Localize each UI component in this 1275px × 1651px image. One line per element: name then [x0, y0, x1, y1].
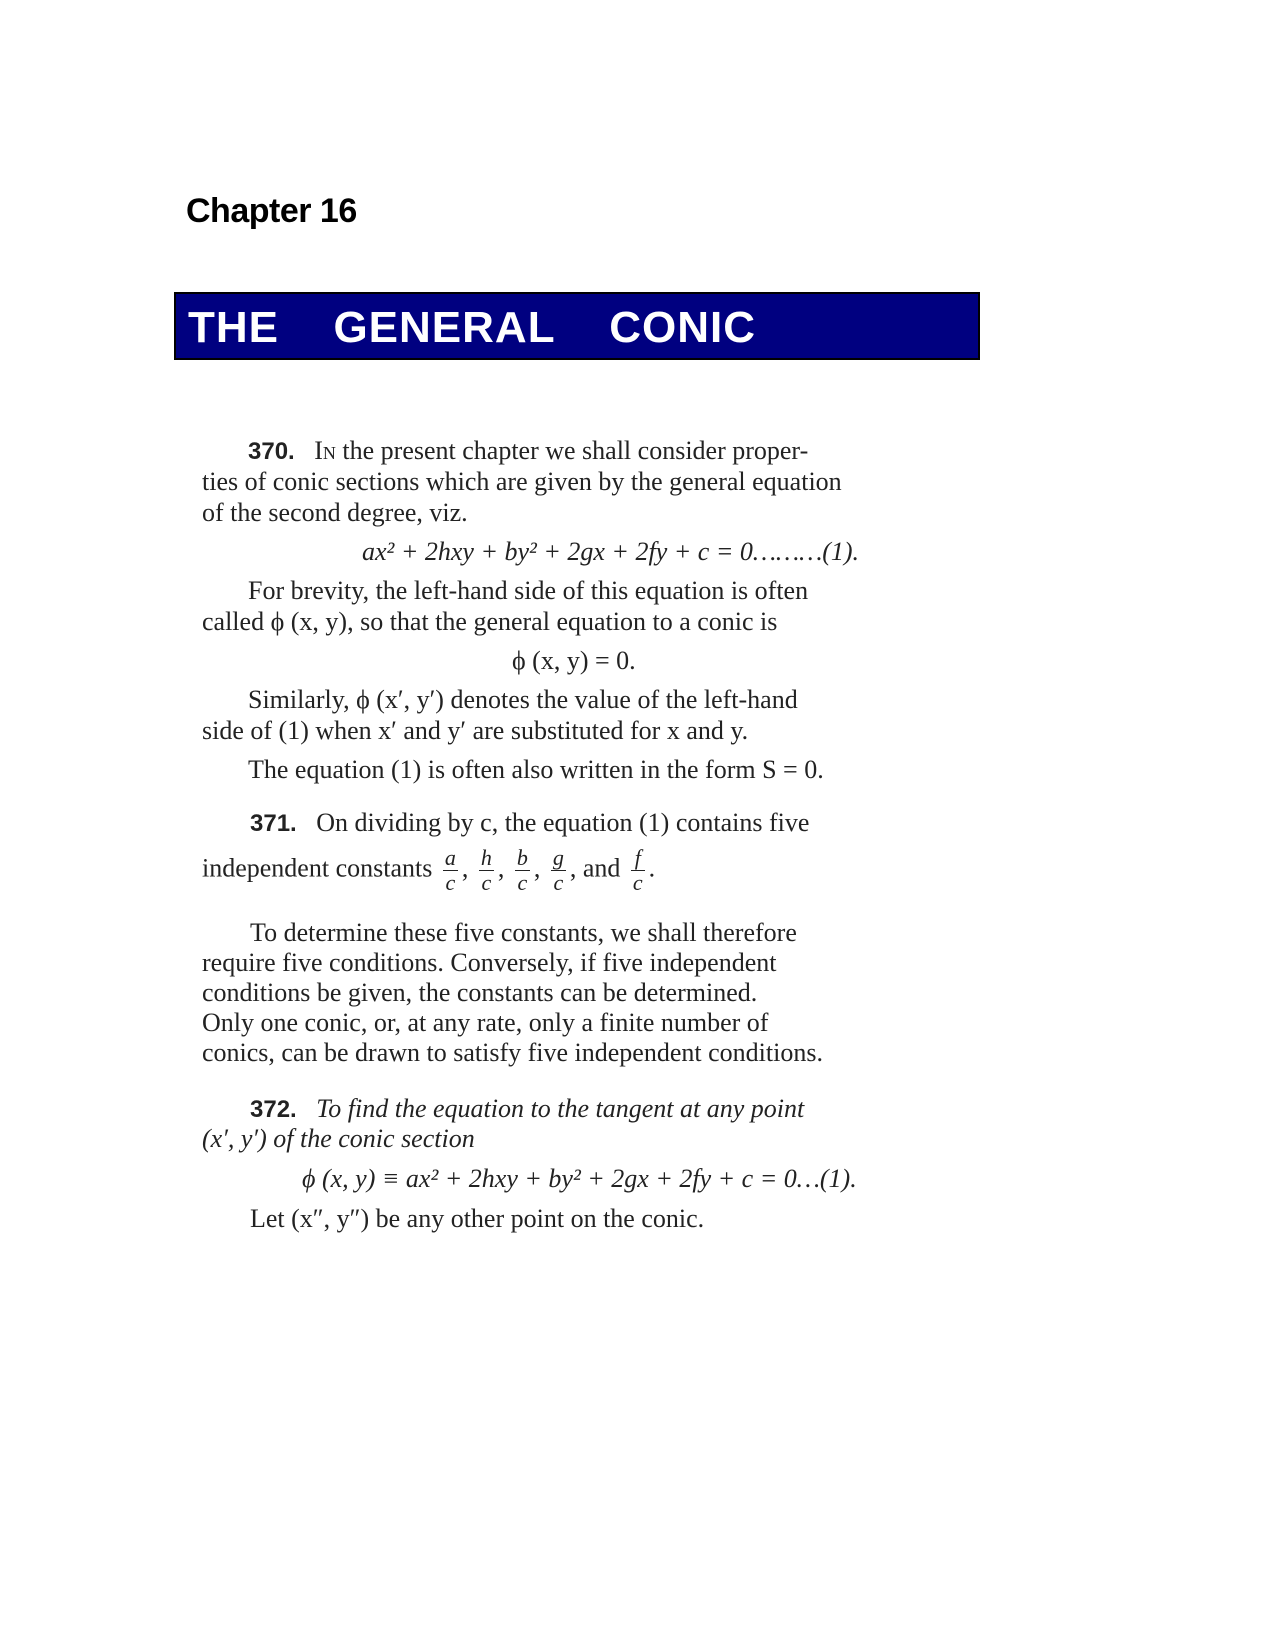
section-370-line-3: of the second degree, viz.	[202, 498, 468, 527]
chapter-title: THE GENERAL CONIC	[188, 303, 757, 352]
section-372-text: To find the equation to the tangent at any point	[316, 1094, 805, 1123]
fraction-separator: .	[648, 853, 656, 883]
chapter-title-banner	[174, 292, 980, 360]
section-370-line-2: ties of conic sections which are given by the general equation	[202, 467, 842, 496]
section-371-constants-label: independent constants	[202, 853, 433, 883]
section-372-number: 372.	[250, 1096, 297, 1123]
section-371-line-7: conics, can be drawn to satisfy five independent conditions.	[202, 1038, 823, 1067]
section-370-line-4: For brevity, the left-hand side of this equation is often	[248, 576, 809, 605]
section-372-line-2: (x′, y′) of the conic section	[202, 1124, 475, 1153]
section-372-line-3: Let (x″, y″) be any other point on the conic.	[250, 1204, 705, 1233]
section-371-line-3: To determine these five constants, we shall therefore	[250, 918, 797, 947]
fraction-h-over-c: $\frac{h}{c}$	[480, 845, 492, 895]
section-370-line-7: side of (1) when x′ and y′ are substituted for x and y.	[202, 716, 749, 745]
section-370-equation-2: ϕ (x, y) = 0.	[512, 646, 636, 675]
section-370-line-8: The equation (1) is often also written in the form S = 0.	[248, 755, 824, 784]
section-370-number: 370.	[248, 438, 295, 465]
section-370-text: the present chapter we shall consider proper-	[342, 436, 809, 465]
section-372-line-1	[250, 1094, 804, 1124]
fraction-b-over-c: $\frac{b}{c}$	[516, 845, 528, 895]
section-371-line-5: conditions be given, the constants can be determined.	[202, 978, 758, 1007]
fraction-f-over-c: $\frac{f}{c}$	[632, 845, 643, 895]
section-371-number: 371.	[250, 810, 297, 837]
section-372-equation: ϕ (x, y) ≡ ax² + 2hxy + by² + 2gx + 2fy + c = 0…(1).	[302, 1164, 857, 1193]
fraction-separator: ,	[533, 853, 541, 883]
section-371-line-4: require five conditions. Conversely, if five independent	[202, 948, 777, 977]
fraction-separator: ,	[497, 853, 505, 883]
chapter-label: Chapter 16	[186, 192, 357, 230]
section-370-line-6: Similarly, ϕ (x′, y′) denotes the value of the left-hand	[248, 685, 798, 714]
fraction-separator: ,	[461, 853, 469, 883]
section-370-line-5: called ϕ (x, y), so that the general equation to a conic is	[202, 607, 778, 636]
section-370-line-1	[248, 436, 808, 466]
section-371-text: On dividing by c, the equation (1) contains five	[316, 808, 810, 837]
section-371-line-1	[250, 808, 809, 838]
section-370-equation: ax² + 2hxy + by² + 2gx + 2fy + c = 0………(1).	[362, 537, 860, 566]
section-371-line-2	[202, 846, 655, 895]
section-371-line-6: Only one conic, or, at any rate, only a finite number of	[202, 1008, 769, 1037]
fraction-separator: , and	[569, 853, 621, 883]
section-370-first-word: In	[314, 436, 336, 465]
fraction-a-over-c: $\frac{a}{c}$	[444, 845, 456, 895]
fraction-g-over-c: $\frac{g}{c}$	[552, 845, 564, 895]
